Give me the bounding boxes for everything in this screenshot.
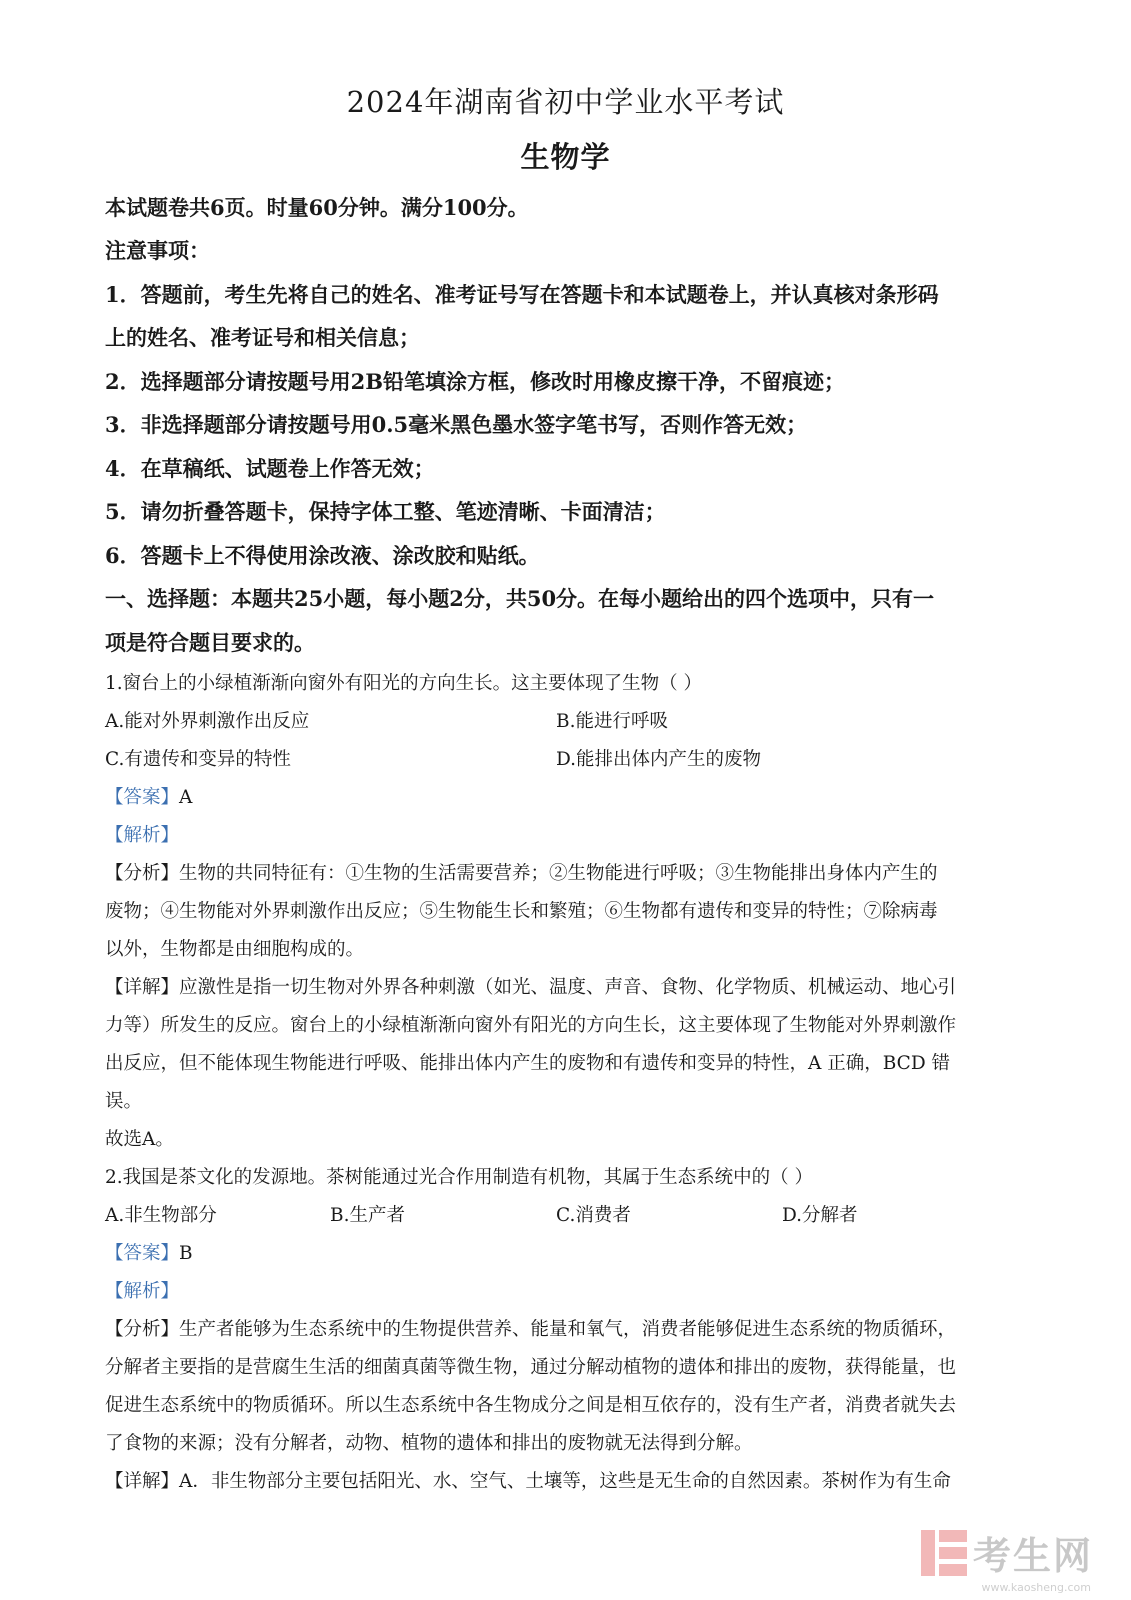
q2-stem: 2.我国是茶文化的发源地。茶树能通过光合作用制造有机物，其属于生态系统中的（ ） (105, 1167, 814, 1188)
q1-answer-value: A (179, 787, 193, 808)
q1-option-d: D.能排出体内产生的废物 (556, 749, 762, 770)
fenxi-tag: 【分析】 (105, 863, 180, 884)
q2-option-a: A.非生物部分 (105, 1205, 217, 1226)
q1-analysis-tag: 【解析】 (105, 825, 180, 846)
xiangjie-tag: 【详解】 (105, 977, 180, 998)
q2-fenxi-text: 促进生态系统中的物质循环。所以生态系统中各生物成分之间是相互依存的，没有生产者，消费者就失去 (105, 1395, 957, 1416)
notice-item: 6．答题卡上不得使用涂改液、涂改胶和贴纸。 (105, 543, 540, 568)
exam-intro: 本试题卷共6页。时量60分钟。满分100分。 (105, 195, 529, 220)
q2-option-d: D.分解者 (782, 1205, 858, 1226)
q2-option-b: B.生产者 (330, 1205, 405, 1226)
q2-answer-value: B (179, 1243, 193, 1264)
q1-option-b: B.能进行呼吸 (556, 711, 668, 732)
q1-xiangjie-text: 出反应，但不能体现生物能进行呼吸、能排出体内产生的废物和有遗传和变异的特性，A 正确，BCD 错 (105, 1053, 951, 1074)
notice-item: 3．非选择题部分请按题号用0.5毫米黑色墨水签字笔书写，否则作答无效； (105, 412, 808, 437)
q2-fenxi (105, 1315, 956, 1341)
q2-xiangjie (105, 1467, 951, 1493)
q2-option-c: C.消费者 (556, 1205, 631, 1226)
q2-fenxi-text: 生产者能够为生态系统中的生物提供营养、能量和氧气，消费者能够促进生态系统的物质循环， (179, 1319, 957, 1340)
notice-item: 1．答题前，考生先将自己的姓名、准考证号写在答题卡和本试题卷上，并认真核对条形码 (105, 282, 939, 307)
answer-tag: 【答案】 (105, 787, 180, 808)
notice-item: 5．请勿折叠答题卡，保持字体工整、笔迹清晰、卡面清洁； (105, 499, 666, 524)
q1-fenxi-text: 废物；④生物能对外界刺激作出反应；⑤生物能生长和繁殖；⑥生物都有遗传和变异的特性；⑦除病毒 (105, 901, 938, 922)
q1-stem: 1.窗台上的小绿植渐渐向窗外有阳光的方向生长。这主要体现了生物（ ） (105, 673, 703, 694)
section-heading: 一、选择题：本题共25小题，每小题2分，共50分。在每小题给出的四个选项中，只有一 (105, 586, 935, 611)
q1-xiangjie (105, 973, 956, 999)
q1-conclusion: 故选A。 (105, 1129, 174, 1150)
notice-item: 4．在草稿纸、试题卷上作答无效； (105, 456, 435, 481)
subject-title: 生物学 (520, 140, 611, 174)
xiangjie-tag: 【详解】 (105, 1471, 180, 1492)
q1-xiangjie-text: 应激性是指一切生物对外界各种刺激（如光、温度、声音、食物、化学物质、机械运动、地心引 (179, 977, 957, 998)
watermark-url: www.kaosheng.com (981, 1581, 1091, 1594)
watermark-logo-icon (921, 1530, 967, 1576)
fenxi-tag: 【分析】 (105, 1319, 180, 1340)
q2-fenxi-text: 了食物的来源；没有分解者，动物、植物的遗体和排出的废物就无法得到分解。 (105, 1433, 753, 1454)
site-watermark (921, 1525, 1093, 1580)
q1-answer (105, 783, 192, 809)
q2-fenxi-text: 分解者主要指的是营腐生生活的细菌真菌等微生物，通过分解动植物的遗体和排出的废物，获得能量，也 (105, 1357, 957, 1378)
q1-xiangjie-text: 误。 (105, 1091, 143, 1112)
q2-answer (105, 1239, 193, 1265)
q2-analysis-tag: 【解析】 (105, 1281, 180, 1302)
notice-heading: 注意事项： (105, 238, 210, 263)
q1-fenxi-text: 生物的共同特征有：①生物的生活需要营养；②生物能进行呼吸；③生物能排出身体内产生的 (179, 863, 938, 884)
watermark-text: 考生网 (972, 1534, 1093, 1578)
notice-item: 上的姓名、准考证号和相关信息； (105, 325, 420, 350)
q2-xiangjie-text: A．非生物部分主要包括阳光、水、空气、土壤等，这些是无生命的自然因素。茶树作为有生命 (179, 1471, 951, 1492)
exam-title: 2024年湖南省初中学业水平考试 (346, 85, 785, 119)
notice-item: 2．选择题部分请按题号用2B铅笔填涂方框，修改时用橡皮擦干净，不留痕迹； (105, 369, 845, 394)
section-heading-cont: 项是符合题目要求的。 (105, 630, 315, 655)
q1-xiangjie-text: 力等）所发生的反应。窗台上的小绿植渐渐向窗外有阳光的方向生长，这主要体现了生物能对外界刺激作 (105, 1015, 957, 1036)
q1-fenxi-text: 以外，生物都是由细胞构成的。 (105, 939, 365, 960)
q1-option-a: A.能对外界刺激作出反应 (105, 711, 310, 732)
q1-fenxi (105, 859, 938, 885)
answer-tag: 【答案】 (105, 1243, 180, 1264)
q1-option-c: C.有遗传和变异的特性 (105, 749, 291, 770)
